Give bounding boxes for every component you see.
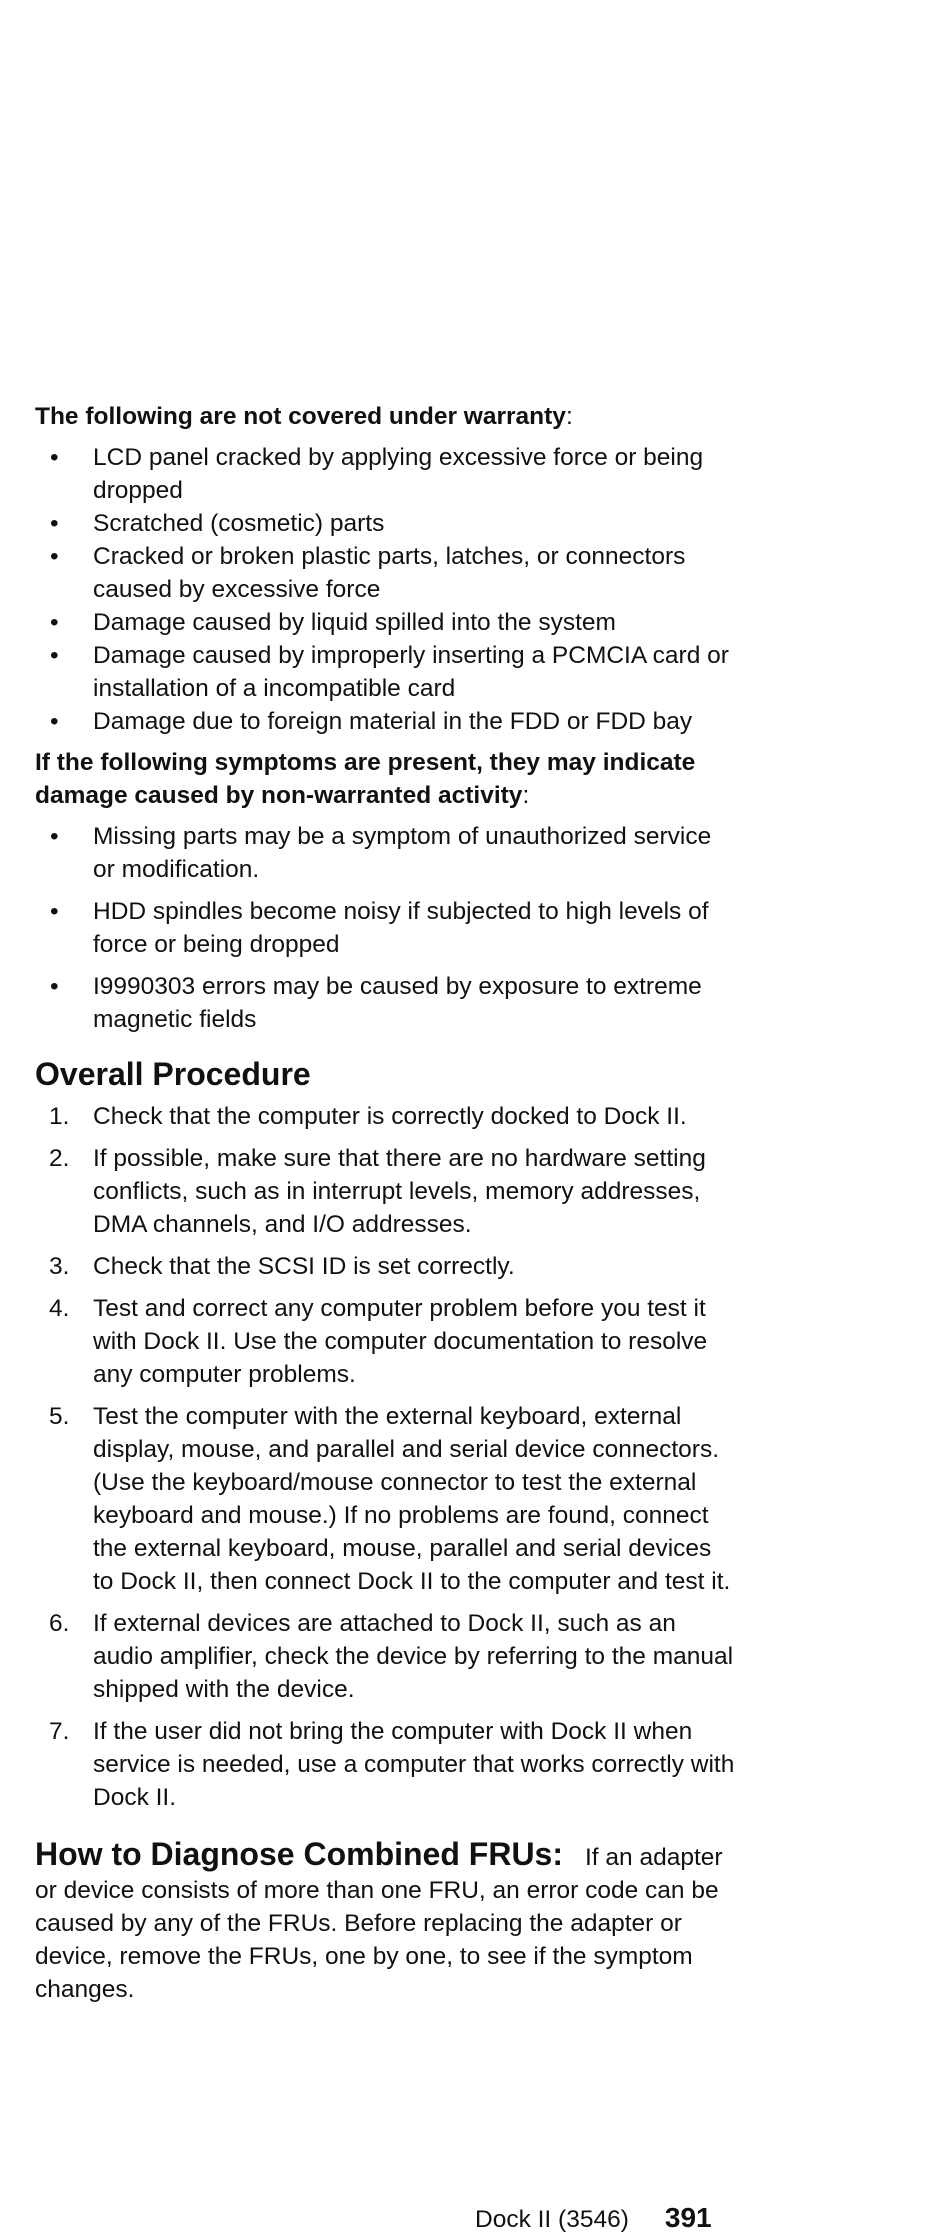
step-number: 7. bbox=[49, 1718, 70, 1745]
procedure-step bbox=[35, 1292, 735, 1391]
list-item: • I9990303 errors may be caused by exposure to extreme magnetic fields bbox=[35, 970, 735, 1036]
page-number: 391 bbox=[664, 2202, 712, 2233]
page-content bbox=[35, 400, 735, 2031]
list-item: • Damage caused by improperly inserting a PCMCIA card or installation of a incompatible card bbox=[35, 639, 735, 705]
combined-frus-heading: How to Diagnose Combined FRUs: bbox=[35, 1836, 563, 1872]
step-text: If the user did not bring the computer with Dock II when service is needed, use a computer that works correctly with Dock II. bbox=[93, 1718, 735, 1811]
procedure-step bbox=[35, 1142, 735, 1241]
warranty-exclusions-list bbox=[35, 441, 735, 738]
list-item: • HDD spindles become noisy if subjected to high levels of force or being dropped bbox=[35, 895, 735, 961]
procedure-steps-list bbox=[35, 1100, 735, 1814]
warranty-lead bbox=[35, 400, 735, 433]
procedure-step bbox=[35, 1250, 735, 1283]
step-number: 4. bbox=[49, 1295, 70, 1322]
step-number: 2. bbox=[49, 1145, 70, 1172]
footer-label: Dock II (3546) bbox=[475, 2206, 629, 2233]
symptoms-list bbox=[35, 820, 735, 1036]
list-item: • LCD panel cracked by applying excessive force or being dropped bbox=[35, 441, 735, 507]
procedure-step bbox=[35, 1715, 735, 1814]
step-number: 1. bbox=[49, 1103, 70, 1130]
step-text: Check that the SCSI ID is set correctly. bbox=[93, 1253, 515, 1280]
step-text: If possible, make sure that there are no hardware setting conflicts, such as in interrupt levels, memory addresses, DMA channels, and I/O addresses. bbox=[93, 1145, 706, 1238]
procedure-step bbox=[35, 1100, 735, 1133]
step-text: Test the computer with the external keyboard, external display, mouse, and parallel and serial device connectors. (Use the keyboard/mouse connector to test the external keyboard and mouse.) If no problems are found, connect the external keyboard, mouse, parallel and serial devices to Dock II, then connect Dock II to the computer and test it. bbox=[93, 1403, 731, 1595]
list-item: • Damage caused by liquid spilled into the system bbox=[35, 606, 735, 639]
combined-frus-body: If an adapter or device consists of more than one FRU, an error code can be caused by any of the FRUs. Before replacing the adapter or device, remove the FRUs, one by one, to see if the symptom changes. bbox=[35, 1844, 723, 2003]
step-text: If external devices are attached to Dock II, such as an audio amplifier, check the device by referring to the manual shipped with the device. bbox=[93, 1610, 734, 1703]
step-text: Check that the computer is correctly docked to Dock II. bbox=[93, 1103, 687, 1130]
step-number: 5. bbox=[49, 1403, 70, 1430]
list-item: • Missing parts may be a symptom of unauthorized service or modification. bbox=[35, 820, 735, 886]
symptoms-lead-text: If the following symptoms are present, they may indicate damage caused by non-warranted activity bbox=[35, 749, 696, 809]
procedure-step bbox=[35, 1400, 735, 1598]
symptoms-lead bbox=[35, 746, 735, 812]
list-item: • Cracked or broken plastic parts, latches, or connectors caused by excessive force bbox=[35, 540, 735, 606]
combined-frus-paragraph bbox=[35, 1838, 735, 2006]
list-item: • Scratched (cosmetic) parts bbox=[35, 507, 735, 540]
step-number: 6. bbox=[49, 1610, 70, 1637]
symptoms-lead-colon: : bbox=[522, 782, 530, 809]
warranty-lead-colon: : bbox=[565, 403, 573, 430]
page-footer bbox=[475, 2202, 712, 2236]
procedure-step bbox=[35, 1607, 735, 1706]
step-text: Test and correct any computer problem before you test it with Dock II. Use the computer documentation to resolve any computer problems. bbox=[93, 1295, 708, 1388]
list-item: • Damage due to foreign material in the FDD or FDD bay bbox=[35, 705, 735, 738]
section-heading-overall-procedure: Overall Procedure bbox=[35, 1056, 311, 1092]
step-number: 3. bbox=[49, 1253, 70, 1280]
warranty-lead-text: The following are not covered under warranty bbox=[35, 403, 566, 430]
